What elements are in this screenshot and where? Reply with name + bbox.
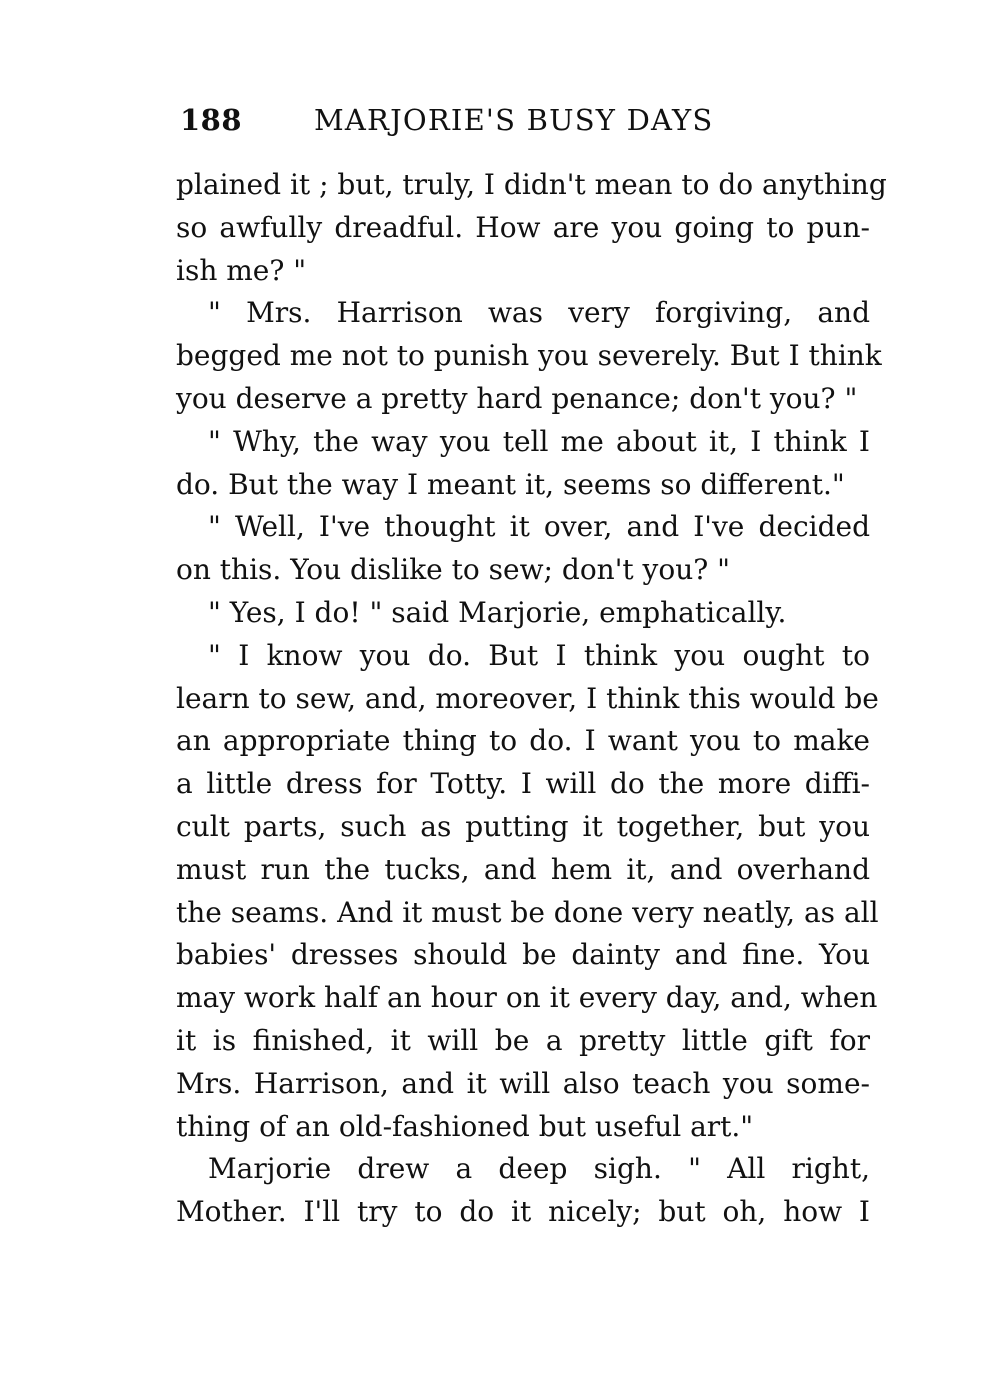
text-line: cult parts, such as putting it together, but you [176,809,870,843]
text-line: " Yes, I do! " said Marjorie, emphatically. [208,595,787,629]
text-line: thing of an old-fashioned but useful art." [176,1109,754,1143]
text-line: Mother. I'll try to do it nicely; but oh, how I [176,1195,870,1229]
text-line: ish me? " [176,253,307,287]
running-title: MARJORIE'S BUSY DAYS [314,103,714,137]
body-text [176,164,887,1234]
text-line: so awfully dreadful. How are you going to pun- [176,210,870,244]
text-line: an appropriate thing to do. I want you to make [176,724,870,758]
text-line: do. But the way I meant it, seems so different." [176,467,845,501]
text-line: Mrs. Harrison, and it will also teach you some- [176,1066,870,1100]
text-line: " Mrs. Harrison was very forgiving, and [208,296,870,330]
text-line: plained it ; but, truly, I didn't mean to do anything [176,168,887,201]
text-line: Marjorie drew a deep sigh. " All right, [208,1152,870,1186]
page-number: 188 [180,103,243,137]
text-line: " I know you do. But I think you ought to [208,638,870,672]
text-line: you deserve a pretty hard penance; don't you? " [176,381,858,415]
text-line: on this. You dislike to sew; don't you? " [176,553,731,587]
text-line: it is finished, it will be a pretty little gift for [176,1023,870,1057]
text-line: " Well, I've thought it over, and I've decided [208,510,870,544]
text-line: a little dress for Totty. I will do the more diffi- [176,767,870,801]
text-line: " Why, the way you tell me about it, I think I [208,424,870,458]
text-line: the seams. And it must be done very neatly, as all [176,895,879,929]
text-line: begged me not to punish you severely. But I think [176,339,882,373]
text-line: learn to sew, and, moreover, I think this would be [176,681,879,715]
page-header [180,103,870,143]
text-line: babies' dresses should be dainty and fine. You [176,938,870,972]
text-line: may work half an hour on it every day, and, when [176,981,878,1015]
text-line: must run the tucks, and hem it, and overhand [176,852,870,886]
